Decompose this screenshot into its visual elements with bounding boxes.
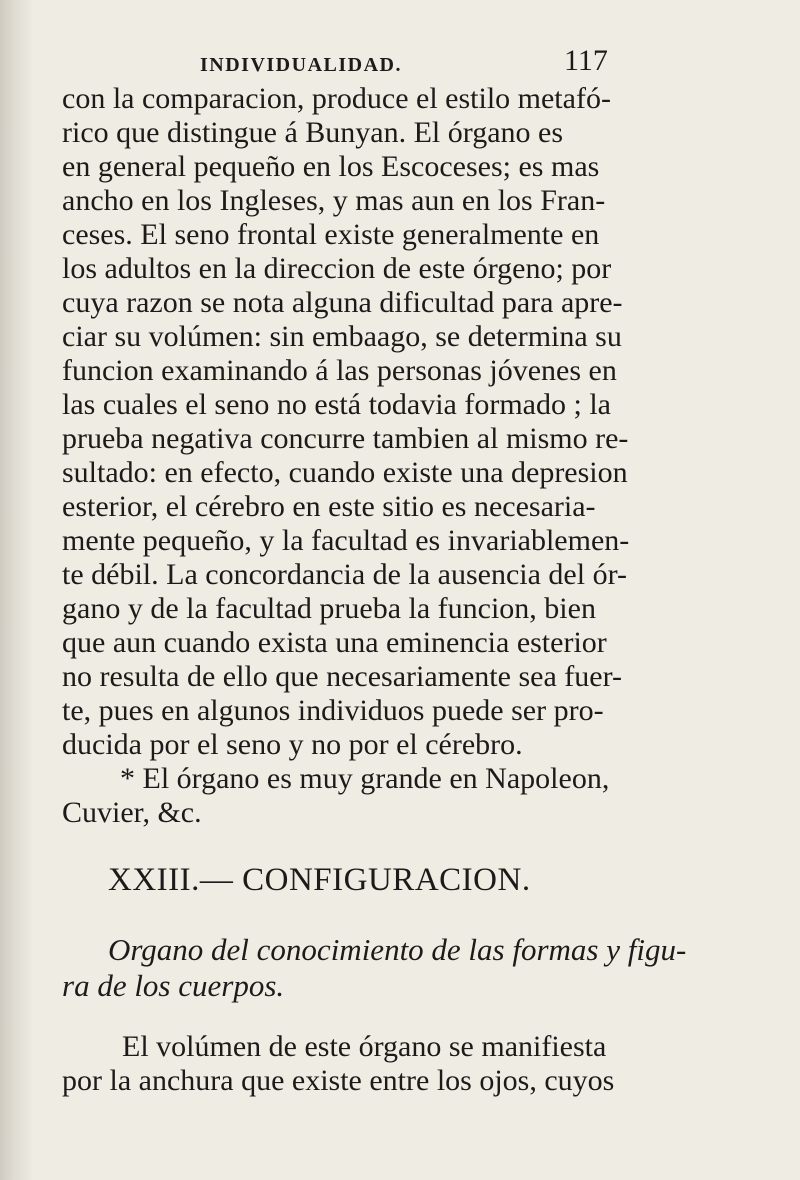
body-line: que aun cuando exista una eminencia esterior [62, 626, 607, 659]
footnote-line: Cuvier, &c. [62, 796, 202, 829]
running-title: INDIVIDUALIDAD. [200, 54, 402, 76]
page-number: 117 [564, 44, 608, 77]
body-line: te, pues en algunos individuos puede ser pro- [62, 694, 604, 727]
paragraph-line: por la anchura que existe entre los ojos, cuyos [62, 1064, 615, 1097]
body-line: con la comparacion, produce el estilo metafó- [62, 82, 611, 115]
body-line: te débil. La concordancia de la ausencia del ór- [62, 558, 627, 591]
paragraph-line: El volúmen de este órgano se manifiesta [122, 1030, 607, 1063]
body-line: esterior, el cérebro en este sitio es necesaria- [62, 490, 596, 523]
body-line: rico que distingue á Bunyan. El órgano es [62, 116, 564, 149]
subtitle-line: Organo del conocimiento de las formas y figu- [108, 932, 687, 967]
body-line: prueba negativa concurre tambien al mismo re- [62, 422, 629, 455]
body-line: en general pequeño en los Escoceses; es mas [62, 150, 600, 183]
body-line: mente pequeño, y la facultad es invariablemen- [62, 524, 630, 557]
footnote-line: * El órgano es muy grande en Napoleon, [120, 762, 610, 795]
body-line: ducida por el seno y no por el cérebro. [62, 728, 523, 761]
body-line: funcion examinando á las personas jóvenes en [62, 354, 617, 387]
body-line: ancho en los Ingleses, y mas aun en los Fran- [62, 184, 606, 217]
section-heading: XXIII.— CONFIGURACION. [108, 862, 531, 898]
body-line: gano y de la facultad prueba la funcion, bien [62, 592, 596, 625]
body-line: no resulta de ello que necesariamente sea fuer- [62, 660, 622, 693]
body-line: sultado: en efecto, cuando existe una depresion [62, 456, 628, 489]
body-line: ciar su volúmen: sin embaago, se determina su [62, 320, 622, 353]
body-line: ceses. El seno frontal existe generalmente en [62, 218, 600, 251]
body-line: las cuales el seno no está todavia formado ; la [62, 388, 611, 421]
body-line: los adultos en la direccion de este órgeno; por [62, 252, 612, 285]
running-head [200, 40, 620, 80]
body-line: cuya razon se nota alguna dificultad para apre- [62, 286, 623, 319]
subtitle-line: ra de los cuerpos. [62, 968, 285, 1003]
